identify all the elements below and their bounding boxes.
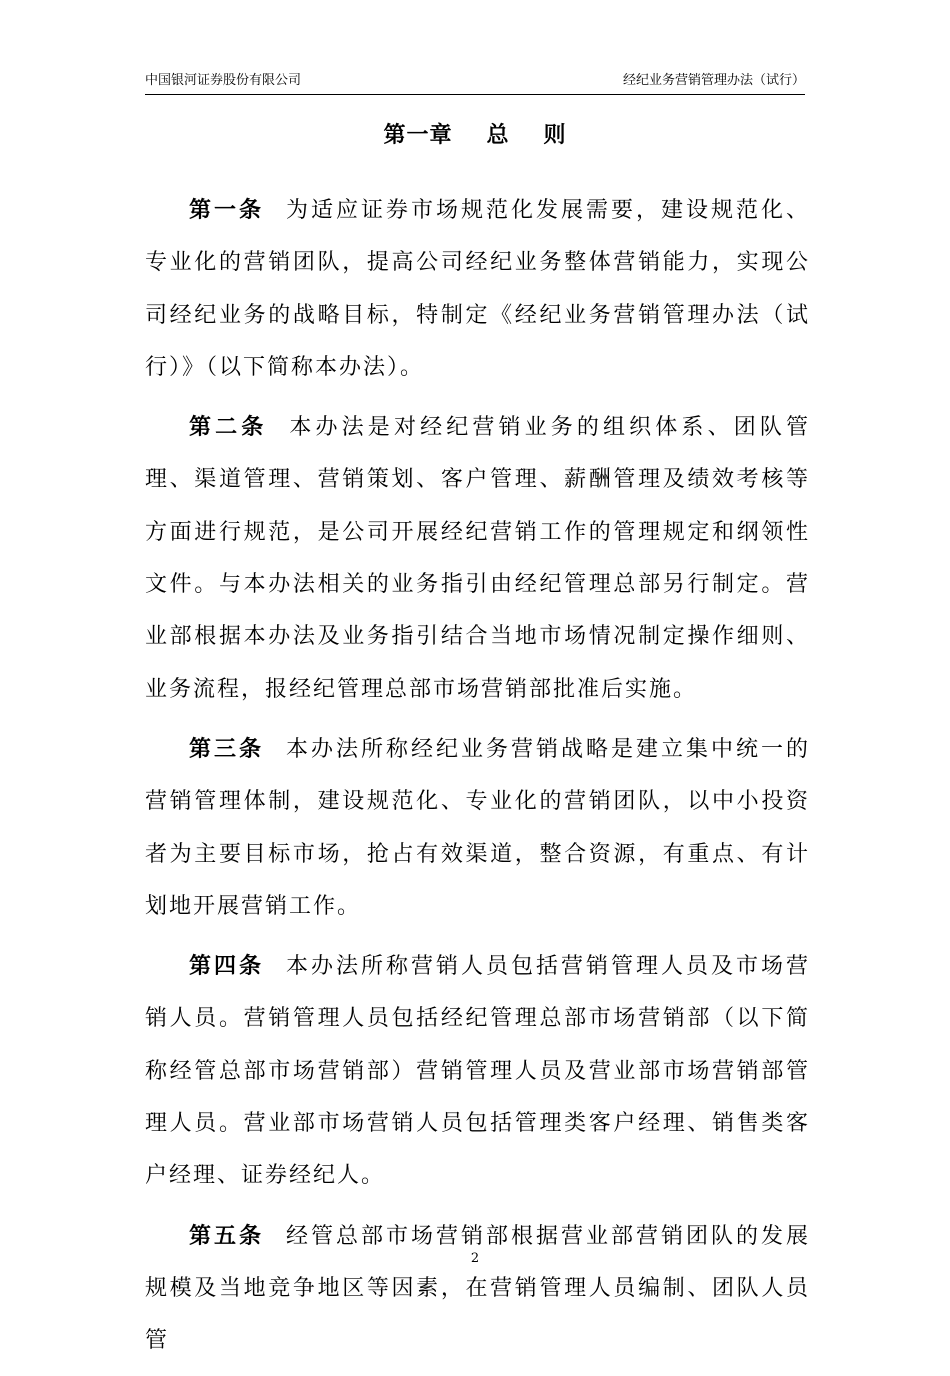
article-label: 第一条 [189,198,264,223]
article-text: 为适应证券市场规范化发展需要，建设规范化、专业化的营销团队，提高公司经纪业务整体营销能力，实现公司经纪业务的战略目标，特制定《经纪业务营销管理办法（试行）》（以下简称本办法）。 [145,198,810,380]
article-label: 第三条 [189,736,264,762]
chapter-title [0,118,950,149]
article-4 [145,941,810,1202]
header-company: 中国银河证券股份有限公司 [145,73,302,88]
article-text: 本办法所称经纪业务营销战略是建立集中统一的营销管理体制，建设规范化、专业化的营销团队，以中小投资者为主要目标市场，抢占有效渠道，整合资源，有重点、有计划地开展营销工作。 [145,736,810,919]
article-label: 第四条 [189,954,264,980]
article-1 [145,185,810,394]
article-label: 第五条 [189,1223,264,1249]
chapter-word-1: 总 [486,123,510,148]
article-text: 经管总部市场营销部根据营业部营销团队的发展规模及当地竞争地区等因素，在营销管理人员编制、团队人员管 [145,1223,810,1354]
chapter-number: 第一章 [383,123,453,148]
article-3 [145,724,810,933]
page-header [145,69,805,91]
page-number: 2 [470,1251,480,1266]
chapter-word-2: 则 [543,123,567,148]
article-label: 第二条 [189,415,268,441]
header-rule [145,94,805,95]
header-doc-title: 经纪业务营销管理办法（试行） [622,73,805,88]
article-text: 本办法是对经纪营销业务的组织体系、团队管理、渠道管理、营销策划、客户管理、薪酬管理及绩效考核等方面进行规范，是公司开展经纪营销工作的管理规定和纲领性文件。与本办法相关的业务指引由经纪管理总部另行制定。营业部根据本办法及业务指引结合当地市场情况制定操作细则、业务流程，报经纪管理总部市场营销部批准后实施。 [145,415,810,702]
article-text: 本办法所称营销人员包括营销管理人员及市场营销人员。营销管理人员包括经纪管理总部市场营销部（以下简称经管总部市场营销部）营销管理人员及营业部市场营销部管理人员。营业部市场营销人员包括管理类客户经理、销售类客户经理、证券经纪人。 [145,954,810,1189]
article-2 [145,402,810,716]
document-body [145,185,810,1376]
